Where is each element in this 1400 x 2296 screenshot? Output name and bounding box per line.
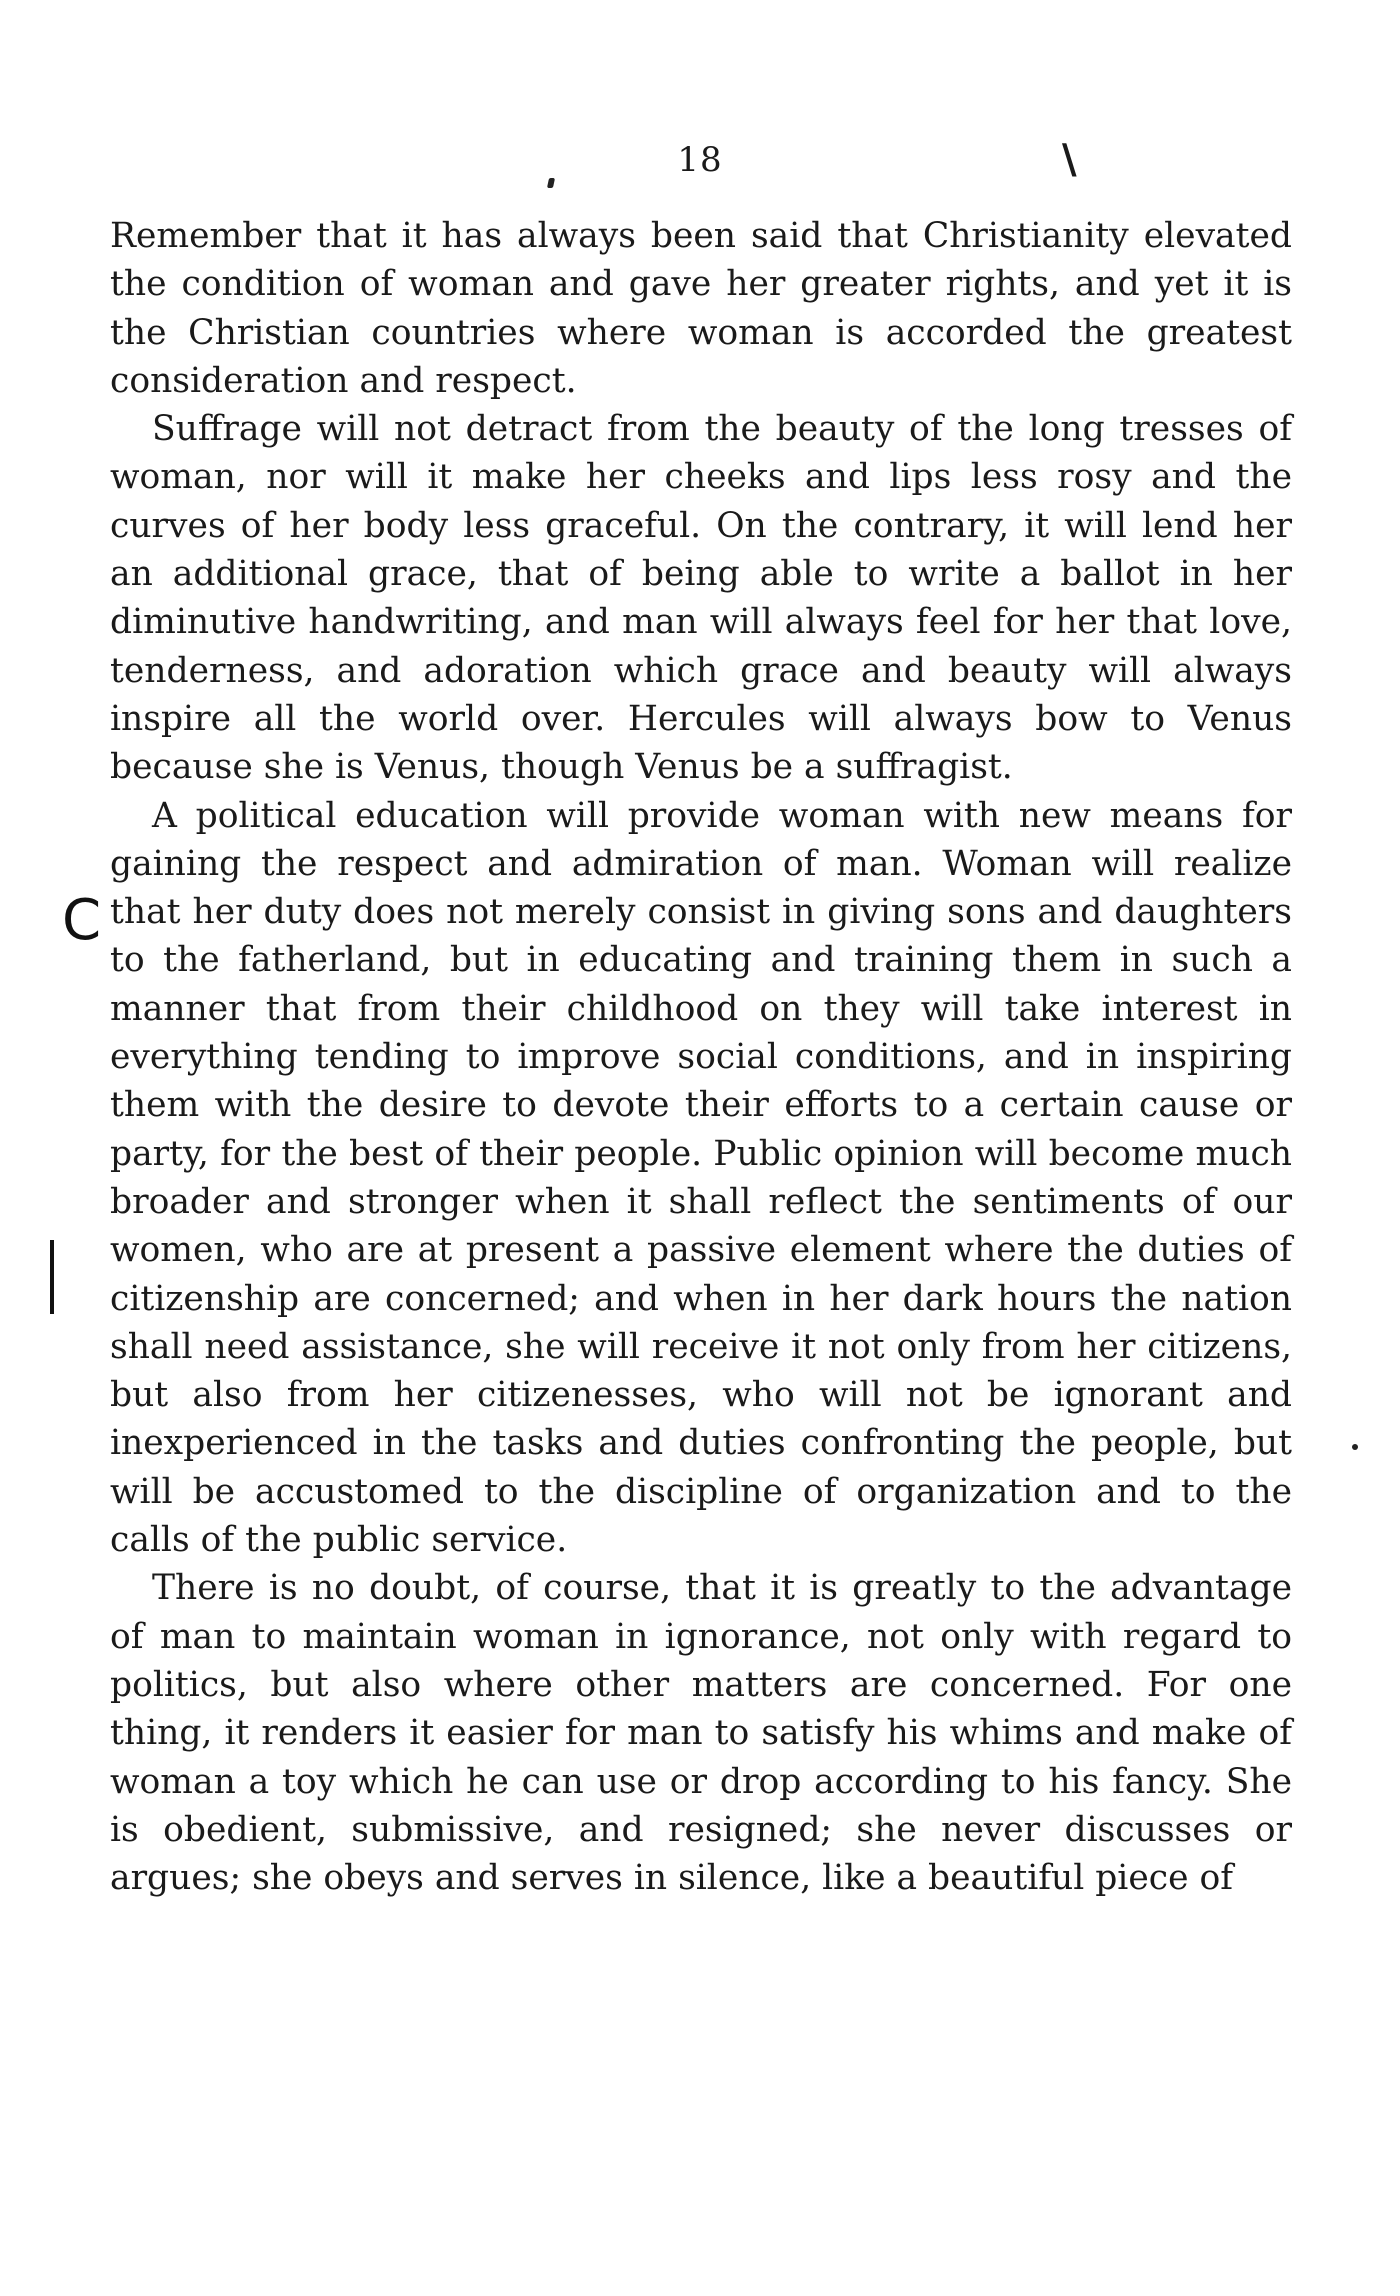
- paragraph-4: There is no doubt, of course, that it is greatly to the advantage of man to maintain woman in ignorance, not only with regard to politics, but also where other matters are concerned. For one thing, it renders it easier for man to satisfy his whims and make of woman a toy which he can use or drop according to his fancy. She is obedient, submissive, and resigned; she never discusses or argues; she obeys and serves in silence, like a beautiful piece of: [110, 1568, 1292, 1899]
- paragraph-3: A political education will provide woman with new means for gaining the respect and admiration of man. Woman will realize that her duty does not merely consist in giving sons and daughters to the fatherland, but in educating and training them in such a manner that from their childhood on they will take interest in everything tending to improve social conditions, and in inspiring them with the desire to devote their efforts to a certain cause or party, for the best of their people. Public opinion will become much broader and stronger when it shall reflect the sentiments of our women, who are at present a passive element where the duties of citizenship are concerned; and when in her dark hours the nation shall need assistance, she will receive it not only from her citizens, but also from her citizenesses, who will not be ignorant and inexperienced in the tasks and duties confronting the people, but will be accustomed to the discipline of organization and to the calls of the public service.: [110, 795, 1292, 1561]
- body-text: [110, 212, 1292, 1902]
- margin-dot: [1352, 1444, 1358, 1450]
- page-number: 18: [677, 140, 723, 180]
- paragraph-2: Suffrage will not detract from the beauty of the long tresses of woman, nor will it make her cheeks and lips less rosy and the curves of her body less graceful. On the contrary, it will lend her an additional grace, that of being able to write a ballot in her diminutive handwriting, and man will always feel for her that love, tenderness, and adoration which grace and beauty will always inspire all the world over. Hercules will always bow to Venus because she is Venus, though Venus be a suffragist.: [110, 409, 1292, 788]
- handwritten-mark: \: [1062, 136, 1077, 183]
- paragraph-1: Remember that it has always been said that Christianity elevated the condition of woman and gave her greater rights, and yet it is the Christian countries where woman is accorded the greatest consideration and respect.: [110, 216, 1292, 401]
- margin-annotation: C: [62, 888, 102, 953]
- ink-speck: [547, 178, 555, 188]
- margin-line: [50, 1240, 54, 1314]
